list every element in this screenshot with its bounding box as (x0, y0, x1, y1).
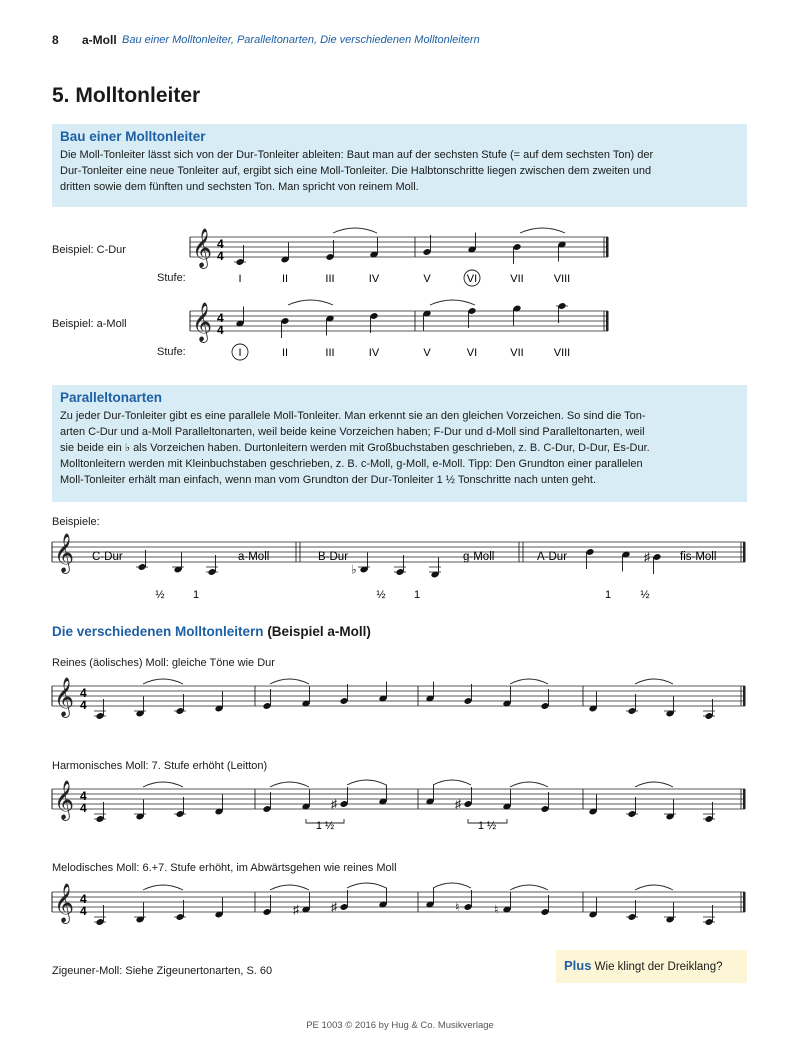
treble-clef: 𝄞 (54, 884, 75, 922)
step-label: 1 (604, 589, 612, 601)
example-label-amoll: Beispiel: a-Moll (52, 318, 127, 330)
accidental: ♯ (331, 900, 337, 914)
minor-key-label: g-Moll (463, 551, 495, 563)
interval-label: 1 ½ (477, 820, 497, 832)
section-heading: Die verschiedenen Molltonleitern (Beispiel a-Moll) (52, 624, 371, 639)
degree: VIII (553, 347, 571, 359)
stufe-label: Stufe: (157, 272, 186, 284)
scale-label-melodic: Melodisches Moll: 6.+7. Stufe erhöht, im Abwärtsgehen wie reines Moll (52, 862, 397, 874)
treble-clef: 𝄞 (192, 229, 213, 267)
plus-box: Plus Wie klingt der Dreiklang? (556, 950, 747, 983)
slur (270, 782, 309, 787)
time-sig-top: 4 (80, 686, 87, 700)
time-sig-bottom: 4 (80, 698, 87, 712)
scale-label-natural: Reines (äolisches) Moll: gleiche Töne wie Dur (52, 657, 275, 669)
slur (433, 883, 471, 888)
time-sig-top: 4 (217, 237, 224, 251)
page-number: 8 (52, 33, 59, 47)
accidental: ♯ (644, 550, 650, 564)
degree: IV (368, 347, 380, 359)
step-label: ½ (376, 589, 386, 601)
slur (510, 885, 548, 890)
final-barline (743, 892, 746, 912)
degree: IV (368, 273, 380, 285)
degree: VI (466, 347, 478, 359)
notes (94, 228, 715, 926)
degree: VII (510, 273, 524, 285)
slur (430, 300, 475, 305)
slur (510, 679, 548, 684)
time-sig-bottom: 4 (80, 904, 87, 918)
slur (347, 780, 386, 785)
stufe-label: Stufe: (157, 346, 186, 358)
slur (635, 782, 673, 787)
degree: V (423, 273, 431, 285)
final-barline (743, 789, 746, 809)
example-label-cdur: Beispiel: C-Dur (52, 244, 126, 256)
degree: III (325, 347, 335, 359)
slur (143, 782, 183, 787)
box-text: Die Moll-Tonleiter lässt sich von der Dur-Tonleiter ableiten: Baut man auf der sechsten Stufe (= auf dem sechsten Ton) der Dur-Tonleiter eine neue Tonleiter auf, ergibt sich eine Moll-Tonleiter. Die Halbtonschritte liegen zwischen dem zweiten und dritten sowie dem fünften und sechsten Ton. Man spricht von reinem Moll. (60, 149, 654, 193)
page-title: 5. Molltonleiter (52, 84, 201, 107)
major-key-label: C-Dur (92, 551, 123, 563)
slur (143, 885, 183, 890)
slur (433, 780, 471, 785)
box-text: Zu jeder Dur-Tonleiter gibt es eine parallele Moll-Tonleiter. Man erkennt sie an den gleichen Vorzeichen. So sind die Ton- arten C-Dur und a-Moll Paralleltonarten, weil beide keine Vorzeichen haben; F-Dur und d-Moll sind Paralleltonarten, weil sie beide ein ♭ als Vorzeichen haben. Durtonleitern werden mit Großbuchstaben geschrieben, z. B. C-Dur, D-Dur, Es-Dur. Molltonleitern werden mit Kleinbuchstaben geschrieben, z. B. c-Moll, g-Moll, e-Moll. Tipp: Den Grundton einer parallelen Moll-Tonleiter erhält man einfach, wenn man vom Grundton der Dur-Tonleiter 1 ½ Tonschritte nach unten geht. (60, 410, 650, 486)
notation-labels (80, 237, 716, 918)
step-label: ½ (155, 589, 165, 601)
degree: VIII (553, 273, 571, 285)
treble-clef: 𝄞 (54, 678, 75, 716)
accidental: ♯ (293, 902, 299, 917)
treble-clef: 𝄞 (54, 534, 75, 572)
interval-label: 1 ½ (315, 820, 335, 832)
minor-key-label: fis-Moll (680, 551, 717, 563)
slur (143, 679, 183, 684)
header-key: a-Moll (82, 33, 117, 47)
degree: VII (510, 347, 524, 359)
time-sig-top: 4 (80, 789, 87, 803)
degree: III (325, 273, 335, 285)
slur (288, 300, 333, 305)
final-barline (743, 542, 746, 562)
treble-clef: 𝄞 (54, 781, 75, 819)
box-heading: Bau einer Molltonleiter (60, 129, 206, 144)
degree: II (281, 347, 289, 359)
info-box-paralleltonarten (52, 385, 747, 502)
degree: VI (466, 273, 478, 285)
slur (635, 885, 673, 890)
accidental: ♮ (455, 900, 460, 914)
accidental: ♯ (455, 797, 461, 811)
beispiele-label: Beispiele: (52, 516, 100, 528)
time-sig-top: 4 (80, 892, 87, 906)
header-subtitle: Bau einer Molltonleiter, Paralleltonarten, Die verschiedenen Molltonleitern (122, 34, 480, 46)
step-label: 1 (413, 589, 421, 601)
major-key-label: A-Dur (537, 551, 568, 563)
final-barline (606, 237, 609, 257)
scale-label-harmonic: Harmonisches Moll: 7. Stufe erhöht (Leitton) (52, 760, 268, 772)
accidental: ♮ (494, 902, 499, 917)
major-key-label: B-Dur (318, 551, 349, 563)
minor-key-label: a-Moll (238, 551, 270, 563)
zigeuner-note: Zigeuner-Moll: Siehe Zigeunertonarten, S. 60 (52, 965, 273, 977)
time-sig-bottom: 4 (217, 323, 224, 337)
slur (510, 782, 548, 787)
step-label: 1 (192, 589, 200, 601)
time-sig-top: 4 (217, 311, 224, 325)
box-heading: Paralleltonarten (60, 390, 163, 405)
accidental: ♭ (351, 562, 357, 577)
slur (635, 679, 673, 684)
slur (270, 679, 309, 684)
footer: PE 1003 © 2016 by Hug & Co. Musikverlage (306, 1020, 494, 1031)
slur (333, 228, 377, 233)
slur (270, 885, 309, 890)
final-barline (743, 686, 746, 706)
final-barline (606, 311, 609, 331)
accidental: ♯ (331, 797, 337, 811)
treble-clef: 𝄞 (192, 303, 213, 341)
time-sig-bottom: 4 (217, 249, 224, 263)
slur (520, 228, 565, 233)
degree: I (238, 347, 242, 359)
degree: V (423, 347, 431, 359)
degree: I (238, 273, 242, 285)
staff-lines (52, 229, 746, 924)
slur (347, 883, 386, 888)
step-label: ½ (640, 589, 650, 601)
degree: II (281, 273, 289, 285)
time-sig-bottom: 4 (80, 801, 87, 815)
